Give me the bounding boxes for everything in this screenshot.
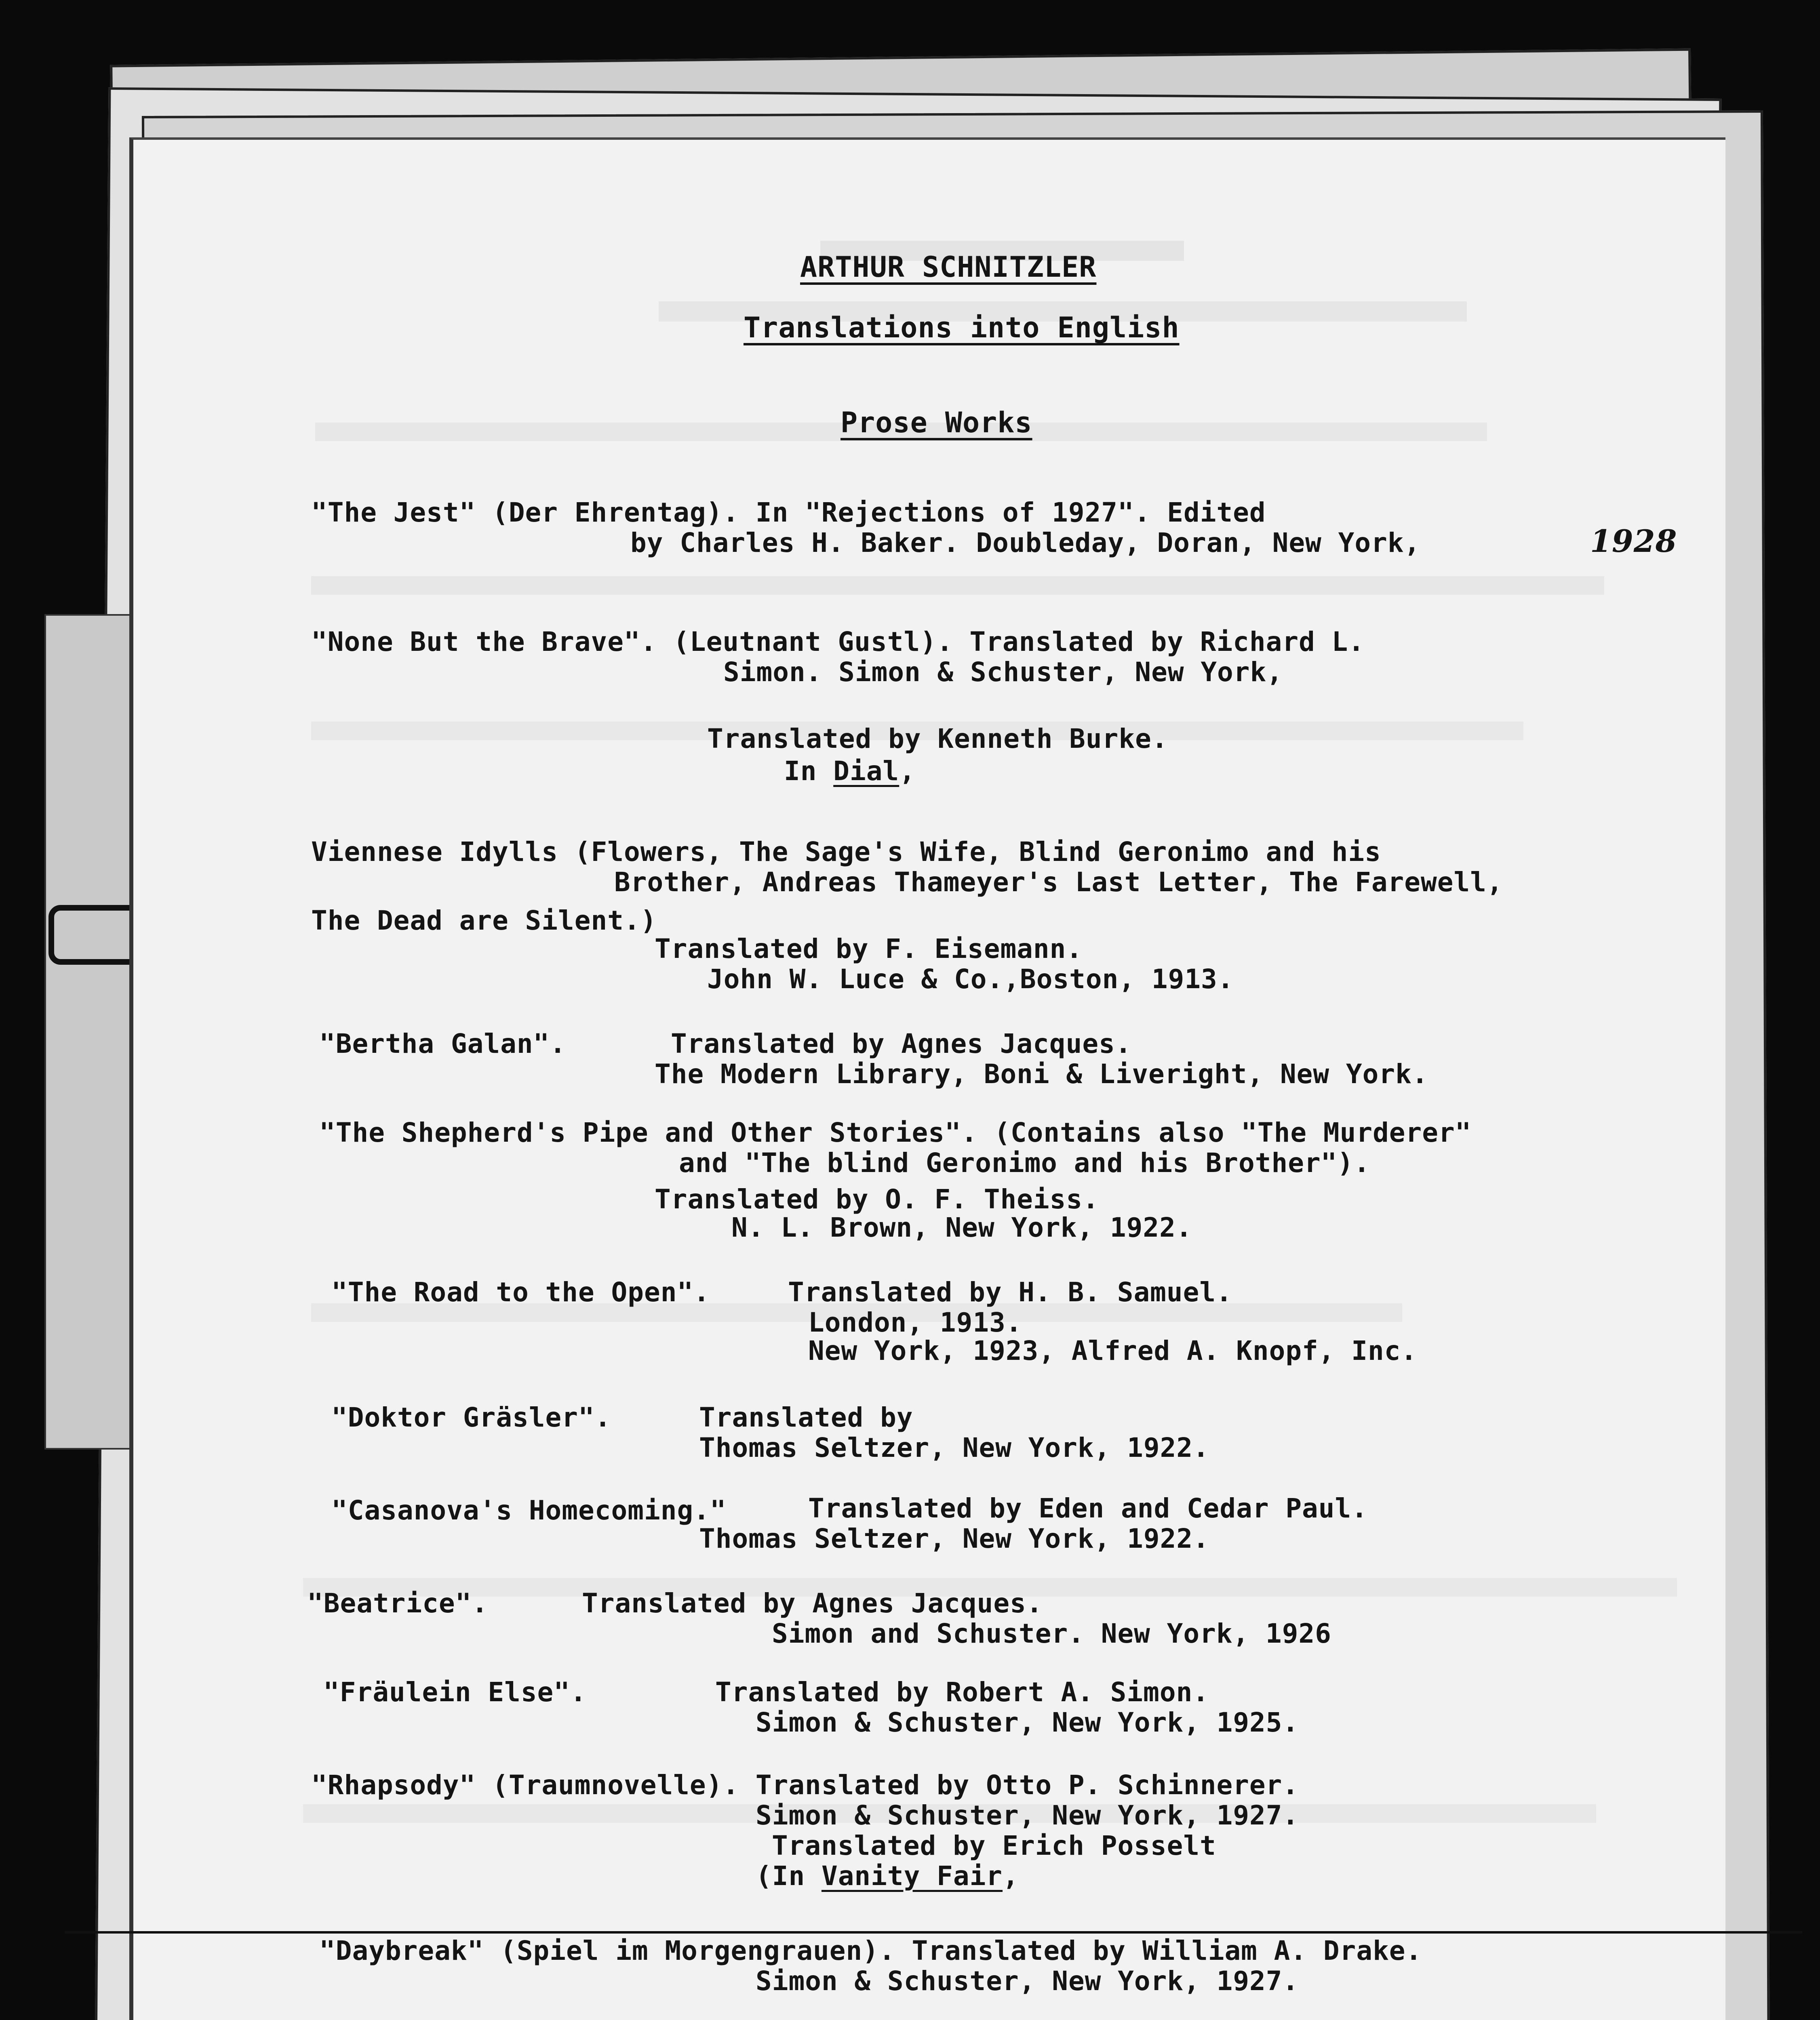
entry-line: Simon. Simon & Schuster, New York, xyxy=(723,656,1283,688)
handwritten-year: 1928 xyxy=(1590,523,1677,559)
entry-line: "The Road to the Open". xyxy=(331,1277,710,1308)
entry-line: "Casanova's Homecoming." xyxy=(331,1495,727,1526)
entry-line: "Beatrice". xyxy=(307,1588,489,1619)
entry-line: Thomas Seltzer, New York, 1922. xyxy=(699,1523,1209,1554)
entry-line: London, 1913. xyxy=(808,1307,1022,1338)
entry-line: Translated by Agnes Jacques. xyxy=(582,1588,1043,1619)
entry-line: Translated by xyxy=(699,1402,913,1433)
entry-line: by Charles H. Baker. Doubleday, Doran, New York, xyxy=(630,527,1421,558)
entry-line: Translated by Erich Posselt xyxy=(772,1830,1216,1861)
entry-line: Translated by Robert A. Simon. xyxy=(715,1677,1209,1708)
entry-line: "Doktor Gräsler". xyxy=(331,1402,611,1433)
entry-line: and "The blind Geronimo and his Brother"). xyxy=(679,1147,1370,1178)
periodical-title: Vanity Fair xyxy=(821,1860,1003,1892)
entry-text: , xyxy=(1003,1860,1019,1892)
entry-line: John W. Luce & Co.,Boston, 1913. xyxy=(707,964,1234,995)
entry-line: Translated by O. F. Theiss. xyxy=(655,1184,1099,1215)
scan-line xyxy=(65,1931,1802,1934)
entry-line xyxy=(784,755,916,787)
entry-line: Simon and Schuster. New York, 1926 xyxy=(772,1618,1332,1649)
entry-text: , xyxy=(899,755,916,787)
entry-line: Translated by Kenneth Burke. xyxy=(707,723,1168,754)
entry-text: (In xyxy=(756,1860,822,1892)
entry-line: New York, 1923, Alfred A. Knopf, Inc. xyxy=(808,1335,1418,1366)
entry-line: Viennese Idylls (Flowers, The Sage's Wife, Blind Geronimo and his xyxy=(311,836,1381,867)
entry-line: Simon & Schuster, New York, 1925. xyxy=(756,1707,1299,1738)
entry-line: "None But the Brave". (Leutnant Gustl). Translated by Richard L. xyxy=(311,626,1365,657)
entry-line: Simon & Schuster, New York, 1927. xyxy=(756,1800,1299,1831)
entry-line: "Fräulein Else". xyxy=(323,1677,587,1708)
document-subtitle: Translations into English xyxy=(744,311,1180,344)
entry-line: Translated by Eden and Cedar Paul. xyxy=(808,1493,1368,1524)
periodical-title: Dial xyxy=(833,755,899,787)
entry-line: "Rhapsody" (Traumnovelle). Translated by Otto P. Schinnerer. xyxy=(311,1770,1299,1801)
entry-line: Simon & Schuster, New York, 1927. xyxy=(756,1965,1299,1997)
entry-line: "The Shepherd's Pipe and Other Stories". (Contains also "The Murderer" xyxy=(319,1117,1472,1148)
entry-line xyxy=(756,1860,1019,1892)
folder-tab-strip xyxy=(44,614,141,1450)
entry-text: In xyxy=(784,755,834,787)
entry-line: The Modern Library, Boni & Liveright, New York. xyxy=(655,1058,1428,1090)
entry-line: "The Jest" (Der Ehrentag). In "Rejections of 1927". Edited xyxy=(311,497,1266,528)
entry-line: Translated by Agnes Jacques. xyxy=(671,1028,1132,1059)
entry-line: "Daybreak" (Spiel im Morgengrauen). Translated by William A. Drake. xyxy=(319,1935,1422,1966)
entry-line: The Dead are Silent.) xyxy=(311,905,657,936)
entry-line: Brother, Andreas Thameyer's Last Letter, The Farewell, xyxy=(614,867,1503,898)
document-title: ARTHUR SCHNITZLER xyxy=(800,250,1097,284)
entry-line: "Bertha Galan". xyxy=(319,1028,567,1059)
bleed-through-mark xyxy=(311,576,1604,595)
entry-line: Translated by F. Eisemann. xyxy=(655,933,1083,964)
section-heading: Prose Works xyxy=(840,406,1032,439)
entry-line: Translated by H. B. Samuel. xyxy=(788,1277,1232,1308)
entry-line: N. L. Brown, New York, 1922. xyxy=(731,1212,1192,1243)
entry-line: Thomas Seltzer, New York, 1922. xyxy=(699,1432,1209,1463)
